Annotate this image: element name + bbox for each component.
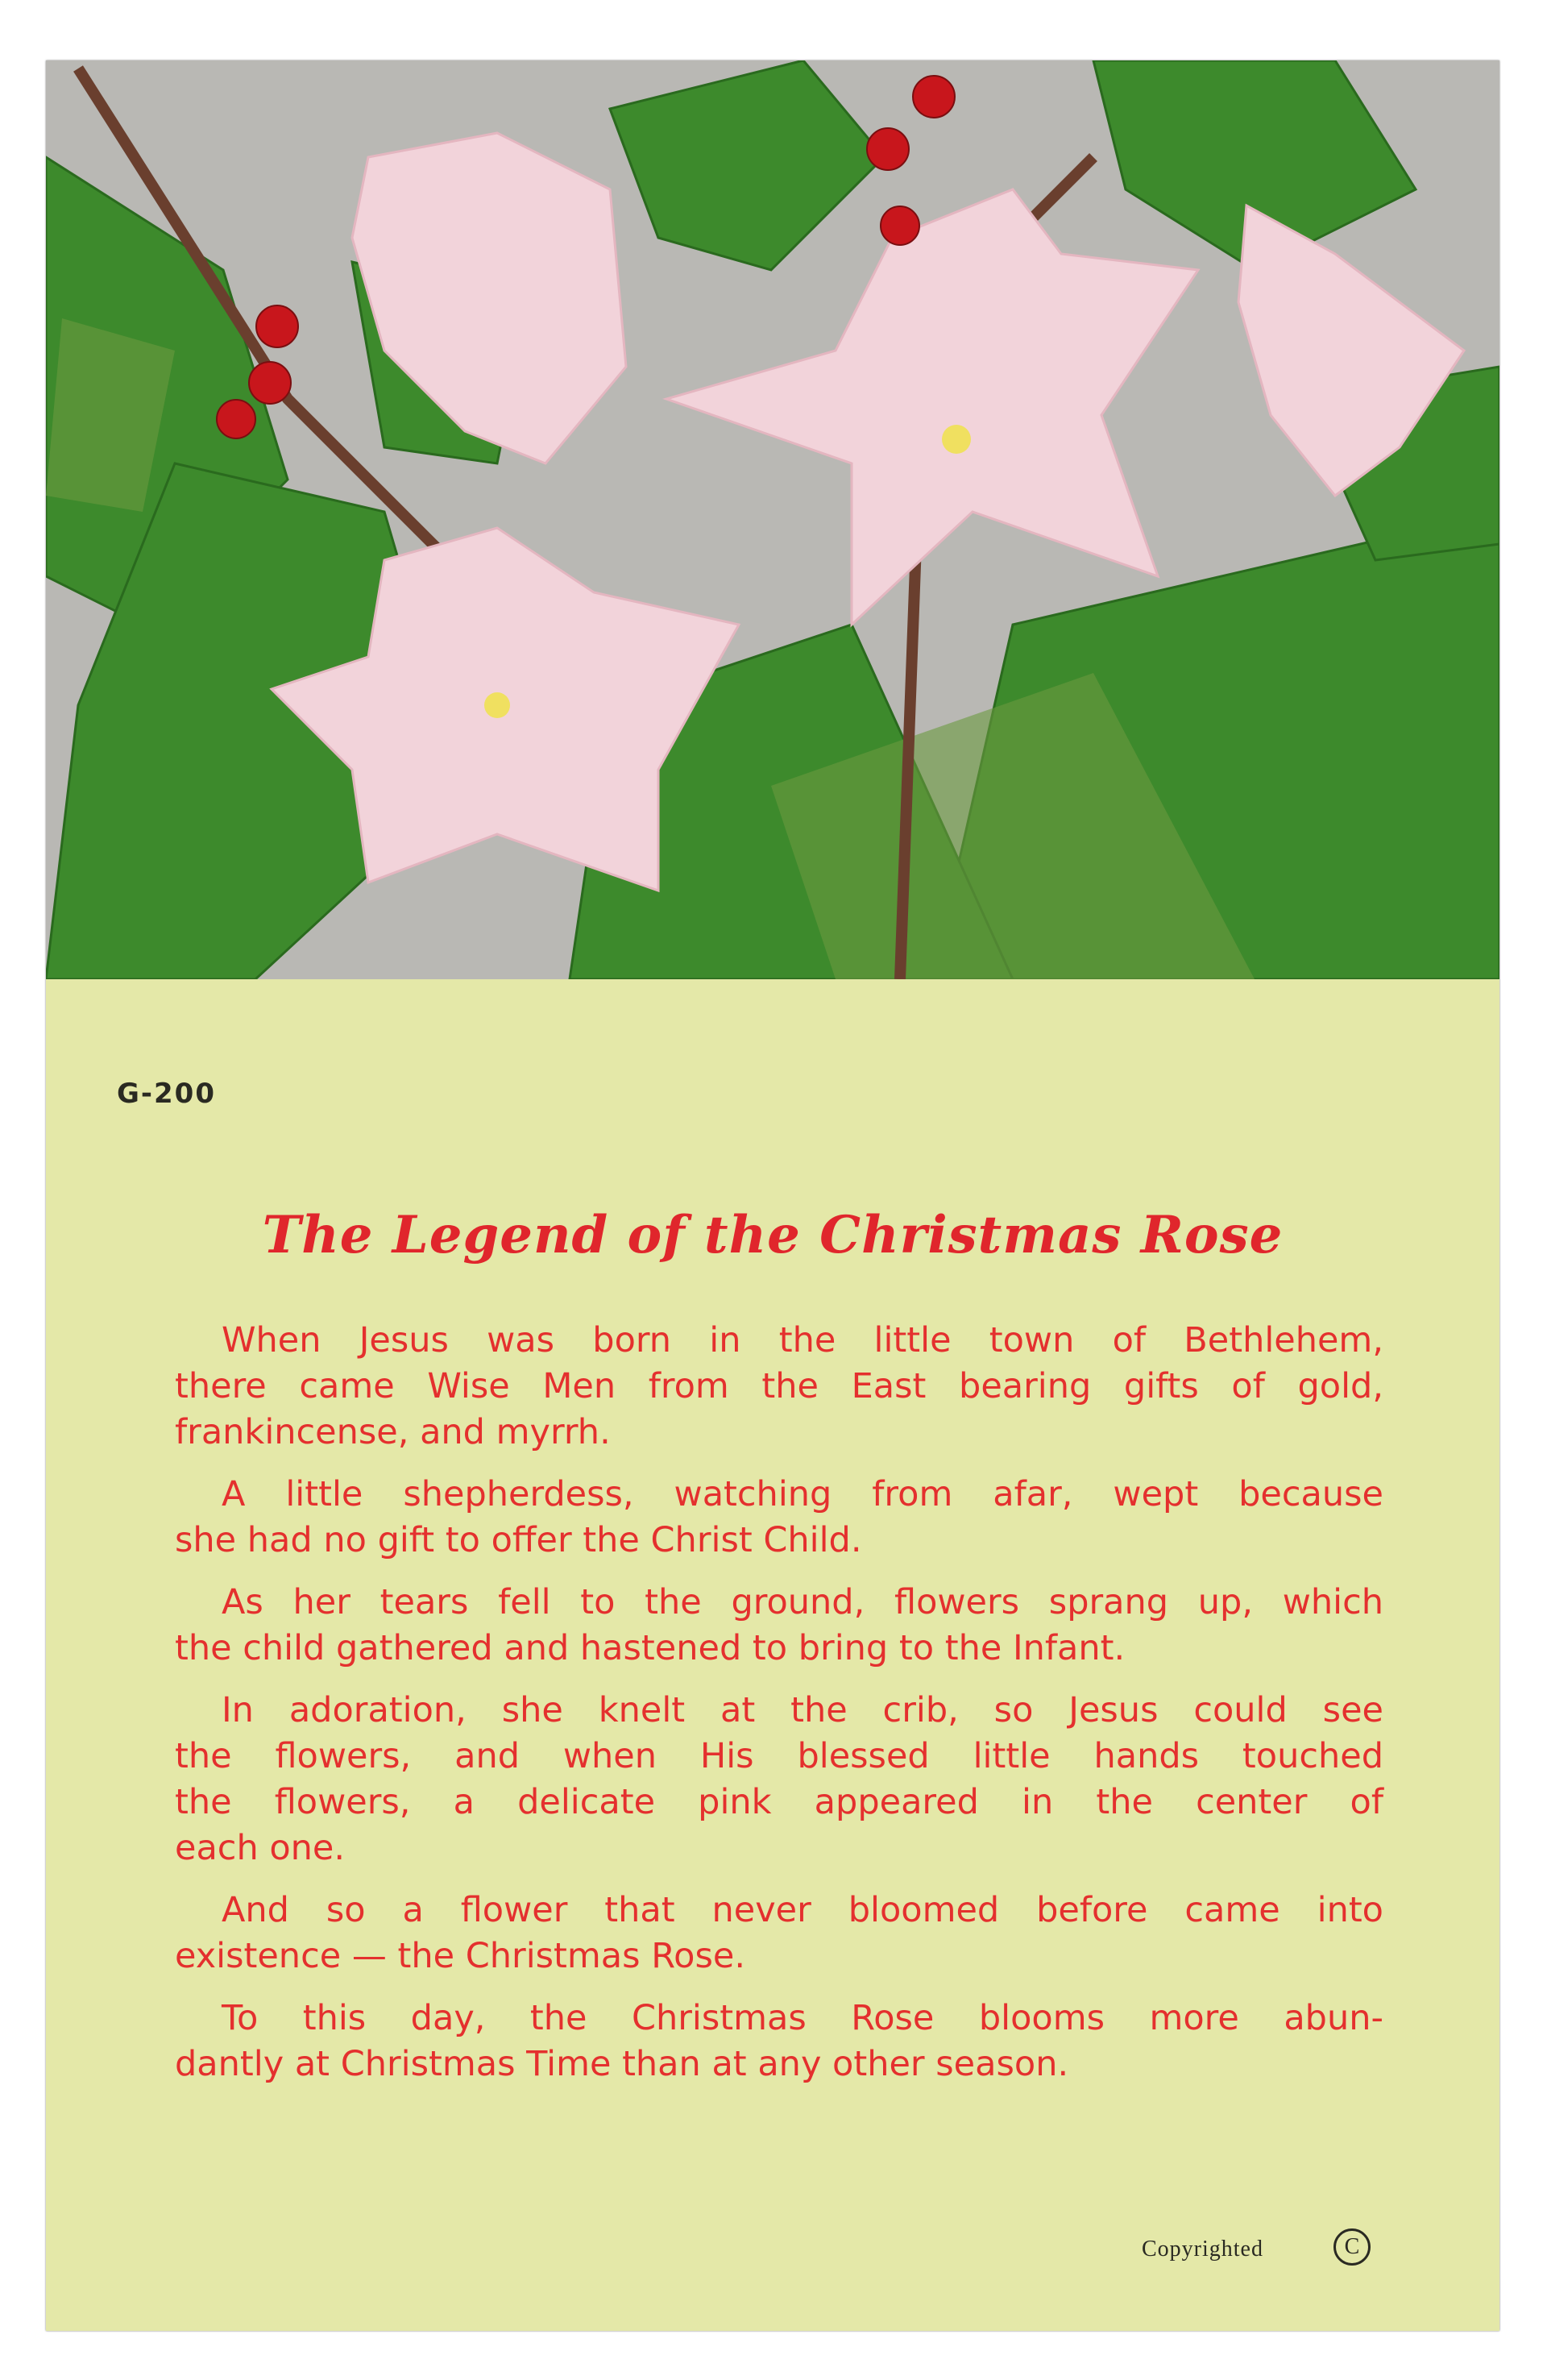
legend-line: As her tears fell to the ground, flowers sprang up, which <box>222 1582 1383 1622</box>
legend-line: the flowers, and when His blessed little hands touched <box>175 1736 1383 1776</box>
legend-line: the flowers, a delicate pink appeared in the center of <box>175 1782 1383 1822</box>
legend-line: When Jesus was born in the little town of Bethlehem, <box>222 1320 1383 1360</box>
copyright-icon: C <box>1333 2228 1371 2266</box>
legend-line: each one. <box>175 1828 346 1868</box>
legend-line: To this day, the Christmas Rose blooms more abun- <box>222 1998 1383 2038</box>
card-code: G-200 <box>117 1078 216 1110</box>
legend-line: A little shepherdess, watching from afar, wept because <box>222 1474 1383 1514</box>
legend-line: In adoration, she knelt at the crib, so Jesus could see <box>222 1690 1383 1730</box>
legend-paragraph <box>175 1996 1383 2087</box>
card-title: The Legend of the Christmas Rose <box>262 1205 1284 1265</box>
legend-paragraph <box>175 1688 1383 1871</box>
legend-line: existence — the Christmas Rose. <box>175 1936 745 1976</box>
legend-line: frankincense, and myrrh. <box>175 1412 611 1452</box>
legend-text <box>175 1318 1383 2104</box>
christmas-rose-illustration <box>46 60 1499 979</box>
legend-line: she had no gift to offer the Christ Child. <box>175 1520 862 1560</box>
legend-line: And so a flower that never bloomed before came into <box>222 1890 1383 1930</box>
legend-paragraph <box>175 1318 1383 1456</box>
postcard <box>46 60 1499 2331</box>
legend-paragraph <box>175 1472 1383 1564</box>
copyright-label: Copyrighted <box>1142 2237 1263 2262</box>
legend-line: there came Wise Men from the East bearing gifts of gold, <box>175 1366 1383 1406</box>
legend-line: the child gathered and hastened to bring to the Infant. <box>175 1628 1126 1668</box>
legend-line: dantly at Christmas Time than at any other season. <box>175 2044 1069 2084</box>
legend-paragraph <box>175 1888 1383 1979</box>
legend-paragraph <box>175 1580 1383 1672</box>
